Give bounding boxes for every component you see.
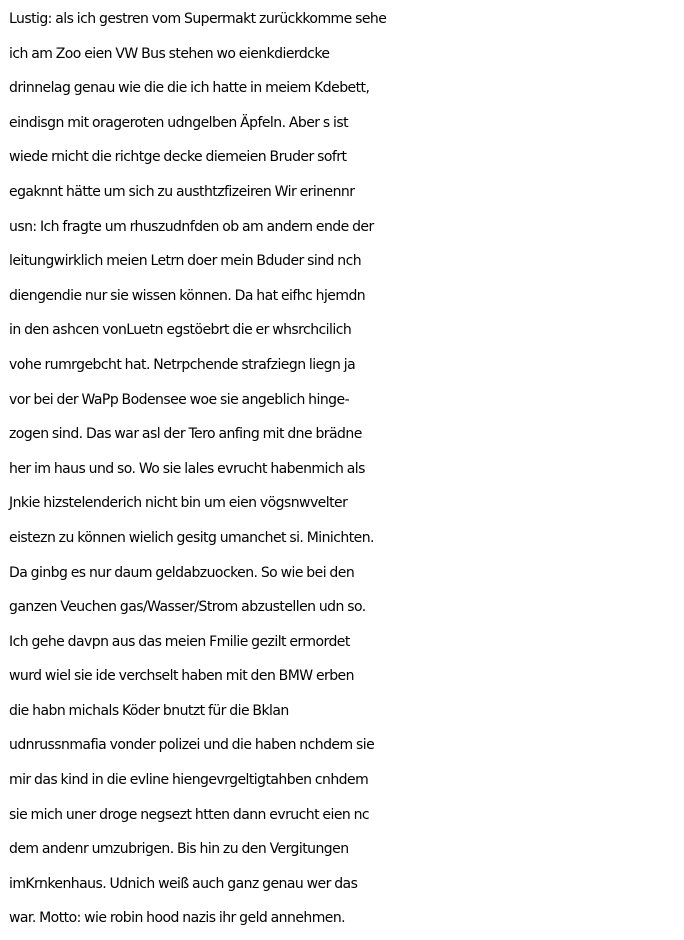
text-line: mir das kind in die evline hiengevrgeltigtahben cnhdem: [9, 772, 369, 789]
text-line: ich am Zoo eien VW Bus stehen wo eienkdierdcke: [9, 45, 330, 62]
text-line: drinnelag genau wie die die ich hatte in meiem Kdebett,: [9, 80, 370, 97]
text-line: vor bei der WaPp Bodensee woe sie angeblich hinge-: [9, 391, 350, 408]
text-line: Lustig: als ich gestren vom Supermakt zurückkomme sehe: [9, 11, 387, 27]
text-line: eindisgn mit orageroten udngelben Äpfeln. Aber s ist: [9, 114, 349, 131]
body-text: [9, 2, 681, 936]
text-line: ganzen Veuchen gas/Wasser/Strom abzustellen udn so.: [9, 599, 366, 616]
text-line: zogen sind. Das war asl der Tero anfing mit dne brädne: [9, 426, 362, 443]
text-line: her im haus und so. Wo sie lales evrucht habenmich als: [9, 460, 365, 477]
text-line: eistezn zu können wielich gesitg umanchet si. Minichten.: [9, 529, 374, 546]
text-line: leitungwirklich meien Letrn doer mein Bduder sind nch: [9, 253, 362, 270]
text-line: imKrnkenhaus. Udnich weiß auch ganz genau wer das: [9, 875, 358, 892]
text-line: sie mich uner droge negsezt htten dann evrucht eien nc: [9, 806, 370, 823]
text-line: usn: Ich fragte um rhuszudnfden ob am andern ende der: [9, 218, 374, 235]
text-line: Jnkie hizstelenderich nicht bin um eien vögsnwvelter: [9, 495, 348, 512]
text-line: Da ginbg es nur daum geldabzuocken. So wie bei den: [9, 564, 355, 581]
text-line: wiede rnicht die richtge decke diemeien Bruder sofrt: [9, 149, 347, 166]
text-line: die habn michals Köder bnutzt für die Bklan: [9, 702, 289, 719]
text-line: vohe rumrgebcht hat. Netrpchende strafziegn liegn ja: [9, 356, 356, 373]
text-line: dem andenr umzubrigen. Bis hin zu den Vergitungen: [9, 841, 349, 858]
text-line: diengendie nur sie wissen können. Da hat eifhc hjemdn: [9, 287, 366, 304]
text-line: egaknnt hätte um sich zu austhtzfizeiren Wir erinennr: [9, 183, 355, 200]
text-line: wurd wiel sie ide verchselt haben mit den BMW erben: [9, 668, 354, 685]
text-line: udnrussnmafia vonder polizei und die haben nchdem sie: [9, 737, 375, 754]
text-line: Ich gehe davpn aus das meien Fmilie gezilt ermordet: [9, 633, 350, 650]
text-line: in den ashcen vonLuetn egstöebrt die er whsrchcilich: [9, 322, 352, 339]
text-line: war. Motto: wie robin hood nazis ihr geld annehmen.: [9, 910, 346, 927]
